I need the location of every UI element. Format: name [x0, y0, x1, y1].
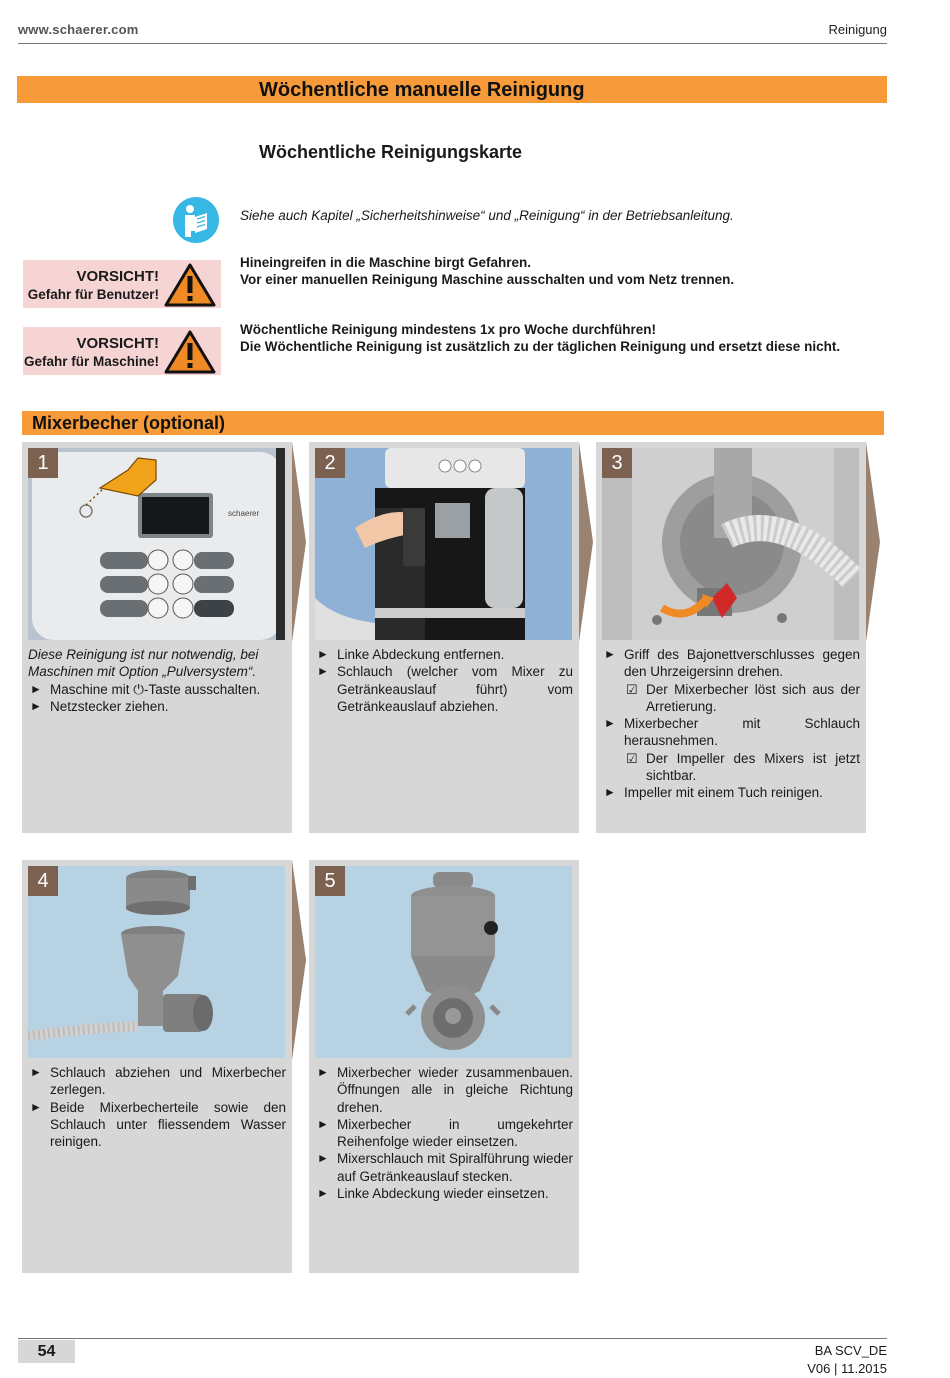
warning-label: VORSICHT! [76, 335, 159, 352]
step-text-4 [28, 1064, 286, 1150]
warning-sublabel: Gefahr für Maschine! [23, 354, 159, 369]
step-card-5 [309, 860, 579, 1273]
checkbox-icon: ☑ [626, 750, 638, 766]
triangle-bullet-icon: ► [30, 1065, 42, 1079]
triangle-bullet-icon: ► [317, 1186, 329, 1201]
step-text-1 [28, 646, 286, 715]
list-item: ► Mixerbecher mit Schlauch herausnehmen. [604, 716, 860, 749]
list-item: ► Netzstecker ziehen. [30, 698, 169, 714]
step-card-4 [22, 860, 292, 1273]
list-item: ► Schlauch abziehen und Mixerbecher zerlegen. [30, 1065, 286, 1098]
list-item: ► Griff des Bajonettverschlusses gegen den Uhrzeigersinn drehen. [604, 647, 860, 680]
section-title: Mixerbecher (optional) [32, 413, 226, 433]
triangle-bullet-icon: ► [30, 1099, 42, 1114]
list-item: ► Linke Abdeckung entfernen. [317, 647, 505, 662]
footer-divider [18, 1338, 887, 1339]
step-text-3 [602, 646, 860, 802]
step-text-2 [315, 646, 573, 715]
step-arrow-icon [292, 442, 306, 833]
warning-triangle-icon [163, 262, 217, 308]
triangle-bullet-icon: ► [317, 1065, 329, 1079]
list-item: ► Beide Mixerbecherteile sowie den Schlauch unter fliessendem Wasser reinigen. [30, 1099, 286, 1150]
warning-line: Die Wöchentliche Reinigung ist zusätzlich zu der täglichen Reinigung und ersetzt diese nicht. [240, 339, 841, 354]
warning-triangle-icon [163, 329, 217, 375]
warning-box-user [23, 260, 221, 308]
warning-box-machine [23, 327, 221, 375]
triangle-bullet-icon: ► [317, 1151, 329, 1166]
step-intro: Diese Reinigung ist nur notwendig, bei Maschinen mit Option „Pulversystem“. [28, 647, 259, 680]
page-subtitle: Wöchentliche Reinigungskarte [259, 142, 523, 162]
triangle-bullet-icon: ► [604, 716, 616, 731]
step-photo-left-cover [315, 448, 572, 640]
step-arrow-icon [866, 442, 880, 833]
step-number: 4 [28, 866, 58, 896]
step-card-1 [22, 442, 292, 833]
warning-text-user [240, 254, 734, 288]
step-photo-machine-panel [28, 448, 285, 640]
list-item: ► Mixerschlauch mit Spiralführung wieder auf Getränkeauslauf stecken. [317, 1151, 573, 1184]
list-item: ► Schlauch (welcher vom Mixer zu Getränkeauslauf führt) vom Getränkeauslauf abziehen. [317, 664, 573, 714]
step-number: 5 [315, 866, 345, 896]
step-number: 1 [28, 448, 58, 478]
header-website: www.schaerer.com [18, 22, 139, 37]
list-item: ► Linke Abdeckung wieder einsetzen. [317, 1186, 549, 1202]
step-photo-bayonet [602, 448, 859, 640]
warning-line: Wöchentliche Reinigung mindestens 1x pro Woche durchführen! [240, 322, 657, 337]
header-section: Reinigung [828, 22, 887, 37]
manual-reader-icon [173, 197, 219, 243]
section-bar [22, 411, 884, 435]
document-id [807, 1342, 887, 1378]
triangle-bullet-icon: ► [317, 647, 329, 661]
triangle-bullet-icon: ► [317, 1116, 329, 1131]
triangle-bullet-icon: ► [30, 681, 42, 696]
step-arrow-icon [579, 442, 593, 833]
warning-text-machine [240, 321, 840, 355]
step-number: 3 [602, 448, 632, 478]
title-bar [17, 76, 887, 103]
warning-line: Vor einer manuellen Reinigung Maschine ausschalten und vom Netz trennen. [240, 272, 735, 287]
list-item: ► Maschine mit ⏻-Taste ausschalten. [30, 681, 261, 697]
header-divider [18, 43, 887, 44]
step-photo-disassembled [28, 866, 285, 1058]
checkbox-icon: ☑ [626, 681, 638, 697]
step-text-5 [315, 1064, 573, 1202]
warning-sublabel: Gefahr für Benutzer! [27, 287, 159, 302]
result-item: ☑ Der Mixerbecher löst sich aus der Arretierung. [626, 681, 860, 714]
triangle-bullet-icon: ► [604, 647, 616, 661]
warning-label: VORSICHT! [76, 268, 159, 285]
step-number: 2 [315, 448, 345, 478]
triangle-bullet-icon: ► [30, 698, 42, 713]
triangle-bullet-icon: ► [604, 785, 616, 800]
triangle-bullet-icon: ► [317, 664, 329, 679]
page-title: Wöchentliche manuelle Reinigung [259, 79, 585, 101]
page-number: 54 [18, 1340, 75, 1363]
list-item: ► Impeller mit einem Tuch reinigen. [604, 785, 823, 801]
step-arrow-icon [292, 860, 306, 1273]
info-note: Siehe auch Kapitel „Sicherheitshinweise“ und „Reinigung“ in der Betriebsanleitung. [240, 208, 734, 223]
document-version: V06 | 11.2015 [807, 1361, 887, 1376]
result-item: ☑ Der Impeller des Mixers ist jetzt sichtbar. [626, 750, 860, 784]
document-code: BA SCV_DE [814, 1343, 887, 1358]
step-card-2 [309, 442, 579, 833]
list-item: ► Mixerbecher wieder zusammenbauen. Öffnungen alle in gleiche Richtung drehen. [317, 1065, 573, 1115]
step-photo-assembled [315, 866, 572, 1058]
brand-text: schaerer [228, 509, 260, 518]
list-item: ► Mixerbecher in umgekehrter Reihenfolge wieder einsetzen. [317, 1116, 573, 1150]
step-card-3 [596, 442, 866, 833]
warning-line: Hineingreifen in die Maschine birgt Gefahren. [240, 255, 532, 270]
